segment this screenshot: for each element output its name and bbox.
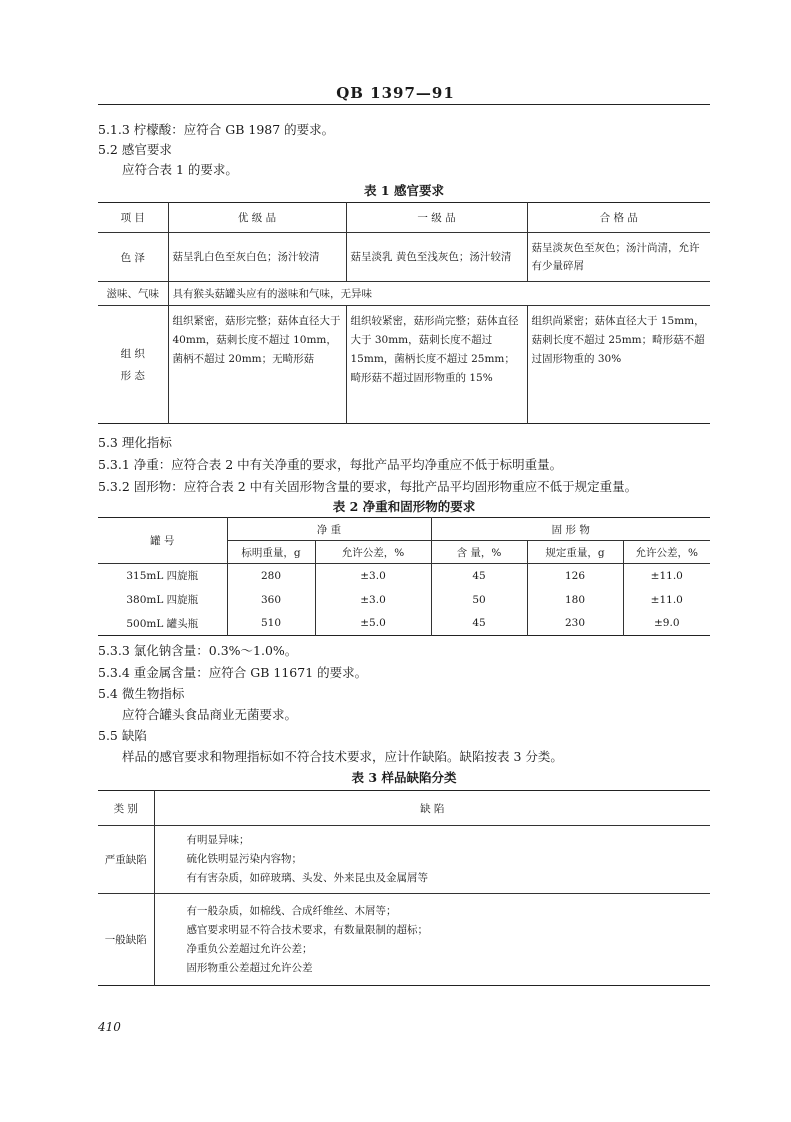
section-5-5-body: 样品的感官要求和物理指标如不符合技术要求，应计作缺陷。缺陷按表 3 分类。 <box>122 749 563 764</box>
list-item: 有有害杂质，如碎玻璃、头发、外来昆虫及金属屑等 <box>186 872 428 884</box>
table2-subheader: 含 量，% <box>431 541 527 564</box>
table2-cell: ±5.0 <box>315 612 431 636</box>
table2-cell: 500mL 罐头瓶 <box>126 617 199 630</box>
list-item: 有明显异味； <box>186 834 250 846</box>
table1-item-taste: 滋味、气味 <box>106 288 159 300</box>
table2-caption: 表 2 净重和固形物的要求 <box>332 499 476 514</box>
section-5-3-3: 5.3.3 氯化钠含量：0.3%～1.0%。 <box>98 643 298 658</box>
table3-caption: 表 3 样品缺陷分类 <box>351 770 457 785</box>
section-5-3-1: 5.3.1 净重：应符合表 2 中有关净重的要求，每批产品平均净重应不低于标明重量。 <box>98 457 563 472</box>
section-5-4-heading: 5.4 微生物指标 <box>98 686 185 701</box>
table-row <box>98 612 710 636</box>
table2-cell: ±3.0 <box>315 588 431 612</box>
table-row <box>98 564 710 588</box>
table3-defect-list-severe <box>154 826 710 894</box>
table3-defect-list-general <box>154 894 710 986</box>
table3-category-severe: 严重缺陷 <box>104 854 147 866</box>
table2-cell: 230 <box>527 612 623 636</box>
table-row <box>98 588 710 612</box>
table1-cell: 菇呈淡灰色至灰色；汤汁尚清，允许有少量碎屑 <box>527 233 710 282</box>
table1-cell: 具有猴头菇罐头应有的滋味和气味，无异味 <box>168 282 710 306</box>
table2-cell: 280 <box>227 564 315 588</box>
page-number: 410 <box>98 1020 121 1034</box>
table2-subheader: 规定重量，g <box>527 541 623 564</box>
section-5-5-heading: 5.5 缺陷 <box>98 728 147 743</box>
table1-cell: 菇呈乳白色至灰白色；汤汁较清 <box>168 233 346 282</box>
table2-cell: ±9.0 <box>623 612 710 636</box>
table2-subheader: 允许公差，% <box>315 541 431 564</box>
table1-header-first: 一 级 品 <box>346 203 527 233</box>
section-5-3-4: 5.3.4 重金属含量：应符合 GB 11671 的要求。 <box>98 665 368 680</box>
table1-header-premium: 优 级 品 <box>168 203 346 233</box>
table3-category-general: 一般缺陷 <box>104 934 147 946</box>
table2-subheader: 标明重量，g <box>227 541 315 564</box>
table1-cell: 组织尚紧密；菇体直径大于 15mm，菇刺长度不超过 25mm；畸形菇不超过固形物重的 30% <box>527 306 710 424</box>
table1-item-texture-a: 组 织 <box>120 347 145 360</box>
standard-number: QB 1397—91 <box>336 84 455 102</box>
table2-cell: 315mL 四旋瓶 <box>126 570 199 583</box>
table2-cell: 126 <box>527 564 623 588</box>
table2-subheader: 允许公差，% <box>623 541 710 564</box>
table2-header-net: 净 重 <box>227 518 431 541</box>
table2-cell: 180 <box>527 588 623 612</box>
table2-net-weight <box>98 517 710 636</box>
table2-cell: 380mL 四旋瓶 <box>126 594 199 606</box>
section-5-1-3: 5.1.3 柠檬酸：应符合 GB 1987 的要求。 <box>98 122 335 137</box>
section-5-2-body: 应符合表 1 的要求。 <box>122 162 238 177</box>
table1-cell: 组织紧密，菇形完整；菇体直径大于 40mm，菇刺长度不超过 10mm，菌柄不超过 20mm；无畸形菇 <box>168 306 346 424</box>
table2-header-solid: 固 形 物 <box>431 518 710 541</box>
table2-header-tin: 罐 号 <box>98 518 227 564</box>
table2-cell: 45 <box>431 564 527 588</box>
list-item: 感官要求明显不符合技术要求，有数量限制的超标； <box>186 923 428 936</box>
section-5-3-heading: 5.3 理化指标 <box>98 435 172 450</box>
section-5-2-heading: 5.2 感官要求 <box>98 142 172 157</box>
table2-cell: ±11.0 <box>623 588 710 612</box>
table2-cell: 45 <box>431 612 527 636</box>
table1-header-item: 项 目 <box>120 212 145 224</box>
table1-cell: 组织较紧密，菇形尚完整；菇体直径大于 30mm，菇刺长度不超过 15mm，菌柄长度不超过 25mm；畸形菇不超过固形物重的 15% <box>346 306 527 424</box>
table3-header-defect: 缺 陷 <box>154 791 710 826</box>
list-item: 净重负公差超过允许公差； <box>186 942 313 955</box>
table3-defects <box>98 790 710 986</box>
table2-cell: 360 <box>227 588 315 612</box>
section-5-4-body: 应符合罐头食品商业无菌要求。 <box>122 707 298 722</box>
section-5-3-2: 5.3.2 固形物：应符合表 2 中有关固形物含量的要求，每批产品平均固形物重应不低于规定重量。 <box>98 479 638 494</box>
list-item: 固形物重公差超过允许公差 <box>186 961 313 974</box>
table2-cell: 510 <box>227 612 315 636</box>
table2-cell: ±3.0 <box>315 564 431 588</box>
table1-header-qualified: 合 格 品 <box>527 203 710 233</box>
table1-item-texture-b: 形 态 <box>120 369 145 382</box>
table1-item-texture <box>98 306 168 424</box>
list-item: 有一般杂质，如棉线、合成纤维丝、木屑等； <box>186 904 397 917</box>
table2-cell: 50 <box>431 588 527 612</box>
table1-item-color: 色 泽 <box>120 251 145 264</box>
table1-caption: 表 1 感官要求 <box>364 183 444 198</box>
table2-cell: ±11.0 <box>623 564 710 588</box>
header-rule <box>98 104 710 105</box>
table3-header-category: 类 别 <box>113 802 138 815</box>
table1-sensory <box>98 202 710 424</box>
list-item: 硫化铁明显污染内容物； <box>186 853 302 865</box>
table1-cell: 菇呈淡乳 黄色至浅灰色；汤汁较清 <box>346 233 527 282</box>
